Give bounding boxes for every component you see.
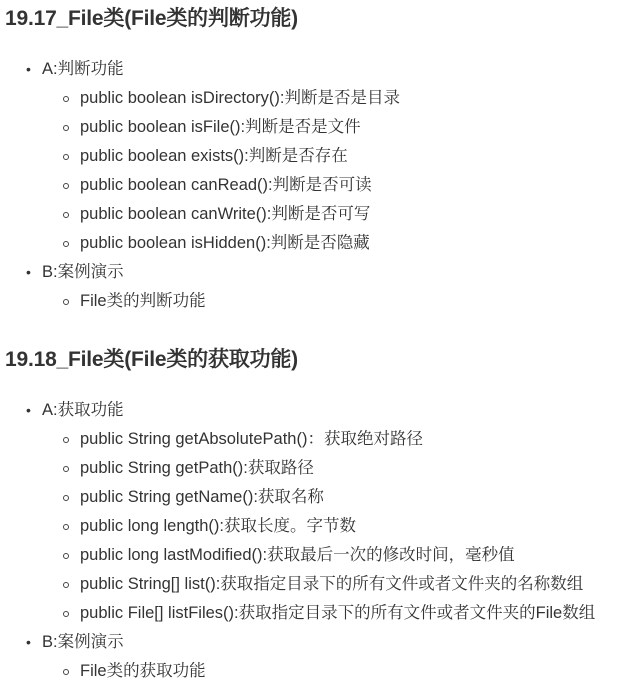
sub-list-item bbox=[42, 483, 595, 512]
circle-bullet-icon bbox=[63, 524, 69, 530]
sub-list bbox=[42, 287, 400, 316]
circle-bullet-icon bbox=[63, 611, 69, 617]
sub-list-item bbox=[42, 287, 400, 316]
sub-list-item bbox=[42, 657, 595, 686]
bullet-icon: • bbox=[26, 402, 31, 418]
list-item bbox=[0, 628, 595, 686]
sub-list-item-text: public String[] list():获取指定目录下的所有文件或者文件夹的名称数组 bbox=[80, 575, 584, 593]
sub-list-item bbox=[42, 142, 400, 171]
section-list-file-get bbox=[0, 396, 595, 686]
sub-list-item-text: public boolean isDirectory():判断是否是目录 bbox=[80, 89, 401, 107]
sub-list bbox=[42, 425, 595, 628]
sub-list-item bbox=[42, 171, 400, 200]
sub-list-item-text: public boolean canRead():判断是否可读 bbox=[80, 176, 372, 194]
circle-bullet-icon bbox=[63, 582, 69, 588]
sub-list-item bbox=[42, 454, 595, 483]
circle-bullet-icon bbox=[63, 212, 69, 218]
sub-list-item bbox=[42, 425, 595, 454]
sub-list-item-text: public String getName():获取名称 bbox=[80, 488, 324, 506]
sub-list-item-text: public long length():获取长度。字节数 bbox=[80, 517, 357, 535]
sub-list-item bbox=[42, 541, 595, 570]
sub-list-item-text: public boolean exists():判断是否存在 bbox=[80, 147, 348, 165]
list-item bbox=[0, 396, 595, 628]
sub-list-item-text: File类的获取功能 bbox=[80, 662, 206, 680]
section-list-file-judge bbox=[0, 55, 400, 316]
circle-bullet-icon bbox=[63, 669, 69, 675]
circle-bullet-icon bbox=[63, 299, 69, 305]
sub-list bbox=[42, 84, 400, 258]
circle-bullet-icon bbox=[63, 183, 69, 189]
sub-list-item bbox=[42, 200, 400, 229]
list-item-label: A:获取功能 bbox=[42, 401, 124, 419]
bullet-icon: • bbox=[26, 61, 31, 77]
list-item-label: B:案例演示 bbox=[42, 633, 124, 651]
circle-bullet-icon bbox=[63, 96, 69, 102]
sub-list-item-text: public boolean canWrite():判断是否可写 bbox=[80, 205, 371, 223]
sub-list-item bbox=[42, 84, 400, 113]
sub-list bbox=[42, 657, 595, 686]
sub-list-item bbox=[42, 599, 595, 628]
circle-bullet-icon bbox=[63, 466, 69, 472]
bullet-icon: • bbox=[26, 264, 31, 280]
circle-bullet-icon bbox=[63, 553, 69, 559]
circle-bullet-icon bbox=[63, 437, 69, 443]
sub-list-item-text: public File[] listFiles():获取指定目录下的所有文件或者文件夹的File数组 bbox=[80, 604, 596, 622]
sub-list-item-text: File类的判断功能 bbox=[80, 292, 206, 310]
sub-list-item bbox=[42, 570, 595, 599]
circle-bullet-icon bbox=[63, 125, 69, 131]
circle-bullet-icon bbox=[63, 154, 69, 160]
sub-list-item-text: public boolean isFile():判断是否是文件 bbox=[80, 118, 361, 136]
list-item bbox=[0, 55, 400, 258]
sub-list-item bbox=[42, 512, 595, 541]
bullet-icon: • bbox=[26, 634, 31, 650]
sub-list-item-text: public boolean isHidden():判断是否隐藏 bbox=[80, 234, 370, 252]
sub-list-item bbox=[42, 229, 400, 258]
sub-list-item-text: public String getAbsolutePath()：获取绝对路径 bbox=[80, 430, 423, 448]
circle-bullet-icon bbox=[63, 241, 69, 247]
sub-list-item-text: public long lastModified():获取最后一次的修改时间，毫秒值 bbox=[80, 546, 515, 564]
sub-list-item-text: public String getPath():获取路径 bbox=[80, 459, 314, 477]
sub-list-item bbox=[42, 113, 400, 142]
list-item-label: A:判断功能 bbox=[42, 60, 124, 78]
circle-bullet-icon bbox=[63, 495, 69, 501]
list-item bbox=[0, 258, 400, 316]
list-item-label: B:案例演示 bbox=[42, 263, 124, 281]
section-title-file-judge: 19.17_File类(File类的判断功能) bbox=[5, 7, 298, 30]
section-title-file-get: 19.18_File类(File类的获取功能) bbox=[5, 348, 298, 371]
